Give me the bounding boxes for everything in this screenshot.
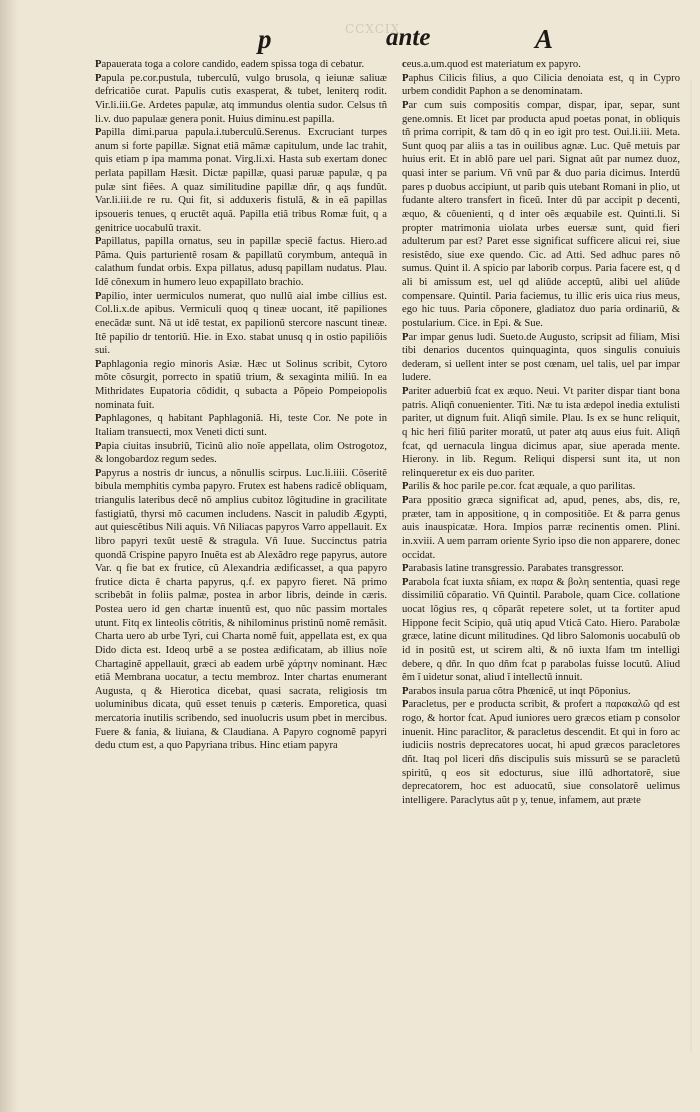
entry-paragraph: Papilla dimi.parua papula.i.tuberculũ.Serenus. Excruciant turpes anum si forte papillæ. Signat etiã mãmæ capitulum, unde lac trahit, quis etiam p ipa mamma ponat. Virg.li.xi. Hasta sub exertam donec perlata papillam Hæsit. Dictæ papillæ, quasi paruæ papulæ, q pa pulæ sint fiẽes. A quaz similitudine papillæ dñr, q aqs fundũt. Var.li.iii.de re ru. Qui fit, si adduxeris fistulã, & in eã papillas ipsoueris tenues, q eructẽt aquã. Papilla etiã tribus Romæ fuit, q a genitrice uocabulũ traxit. xyxy=(95,127,387,234)
page-gutter-shadow xyxy=(0,0,18,1112)
entry-paragraph: Papilio, inter uermiculos numerat, quo nullũ aial imbe cillius est. Col.li.x.de apibus. Vermiculi quoq q tineæ uocant, itẽ papiliones enecãdæ sunt. Nã ut idẽ testat, ex papilionũ stercore nascunt tineæ. Itẽ papilio dr tentoriũ. Hie. in Exo. stabat unusq q in ostio papiliõis sui. xyxy=(95,290,387,357)
entry-paragraph: Papula pe.cor.pustula, tuberculũ, vulgo brusola, q ieiunæ saliuæ defricatiõe curat. Papulis cutis exasperat, & tubet, leniterq rodit. Vir.li.iii.Ge. Ardetes papulæ, atq immundus olentia sudor. Celsus tñ li.v. duo papulaæ genera ponit. Huius diminu.est papilla. xyxy=(95,72,387,125)
running-header xyxy=(0,20,700,60)
entry-paragraph: Para ppositio græca significat ad, apud, penes, abs, dis, re, præter, tam in appositione, q in compositiõe. Et & parra genus auis inauspicatæ. Hora. Impios parræ recinentis omen. Plini. in.xviii. A uem parram oriente Syrio ipso die non apparere, donec occidat. xyxy=(402,495,680,561)
left-column xyxy=(95,58,387,753)
entry-paragraph: Papillatus, papilla ornatus, seu in papillæ speciẽ factus. Hiero.ad Pãma. Quis parturientẽ rosam & papillatũ corymbum, antequã in calathum fundat orbis. Expa pillatus, adusq papillam nudatus. Plau. Idẽ cõnexum in humero leuo expapillato brachio. xyxy=(95,236,387,288)
entry-paragraph: Pariter aduerbiũ fcat ex æquo. Neui. Vt pariter dispar tiant bona patris. Aliqñ conuenienter. Titi. Næ tu ista ædepol inedia extulisti pariter, ut dignum fuit. Aliqñ simile. Plau. Is ex se hunc reliquit, q hic heri filiũ pariter moratũ, ut pater atq auus eius fuit. Aliqñ fcat, qd uernacula lingua dicimus apar, siue aperada mente. Hierony. in lib. Regum. Reliqui dispersi sunt ita, ut non relinqueretur ex eis duo pariter. xyxy=(402,386,680,479)
header-word-left: p xyxy=(258,24,272,54)
entry-paragraph: Papauerata toga a colore candido, eadem spissa toga di cebatur. xyxy=(95,59,365,70)
entry-paragraph: Papia ciuitas insubriũ, Ticinũ alio noĩe appellata, olim Ostrogotoz, & longobardoz regum sedes. xyxy=(95,440,387,466)
header-word-right: A xyxy=(535,24,554,54)
right-column xyxy=(402,58,680,807)
entry-paragraph: Parabola fcat iuxta sñiam, ex παρα & βολη sententia, quasi rege dissimiliũ cõparatio. Vñ Quintil. Parabole, quam Cice. collatione uocat lõgius res, q cõparãt repetere solet, ut ta fortiter apud Hippone fecit Scipio, quã utiq apud Vticã Cato. Hiero. Parabolæ græce, latine dicunt militudines. Qd libro Salomonis uocabulũ ob id in positũ est, ut scirem alti, & nõ iuxta lfam tm intelligi debere, q dñr. In quo dñm fcat p parabolas fuisse locutũ. Aliud ẽm ĩ uidetur sonat, aliud ĩ intellectũ innuit. xyxy=(402,576,680,684)
entry-paragraph: Par cum suis compositis compar, dispar, ipar, separ, sunt gene.omnis. Et licet par producta apud poetas ponat, in obliquis tñ prima corripit, & tam dõ q in eo igit pro test. Oui.li.iii. Meta. Sunt quoq par aliis a tas in ouilibus agnæ. Luc. Quẽ metuis par huius erit. Et in ablõ pare uel pari. Signat aũt par numez duoz, quasi inter se parium. Vñ vnũ par & duo paria dicimus. Interdũ pares p duobus accipiunt, ut parib quis utebant Romani in plio, ut fudante altero transfert in ficeũ. Inter dũ par accipit p decenti, æquo, & cõuenienti, q d inter oẽs æquabile est. Quinti.li. Si propter matrimonia uiolata urbes euersæ sunt, quid fieri adulterum par est? Paret esse significat sufficere alicui rei, siue resistẽdo, siue exe quendo. Cic. ad Atti. Sed adhuc pares nõ sumus. Quint il. A spicio par laborib corpus. Paria facere est, q d ali bi amissum est, uel qd aliũde acceptũ, alibi uel aliũde compensare. Quintil. Paria faciemus, tu illic eris uica rius meus, ego hic tuus. Paria cõponere, gladiatoz duo paria ordinariũ, & postularium. Cice. in Epi. & Sue. xyxy=(402,99,680,329)
entry-paragraph: Paracletus, per e producta scribit, & profert a παρακαλῶ qd est rogo, & hortor fcat. Apud iuniores uero græcos etiam p consolor inuenit. Hinc paraclitor, & paracletus descendit. Et qui in foro ac iudiciis nostris deprecatores uocat, hi apud græcos paracletores dñt. Itaq pol liceri dñs discipulis suis missurũ se se paracletũ spiritũ, q eos sit edocturus, siue illũ adhortatorẽ, siue deprecatorem, hoc est aduocatũ, siue consolatorẽ uelimus intelligere. Paraclytus aũt p y, tenue, infamem, aut præte xyxy=(402,699,680,806)
entry-paragraph: ceus.a.um.quod est materiatum ex papyro. xyxy=(402,59,581,70)
entry-paragraph: Paphlagones, q habitant Paphlagoniã. Hi, teste Cor. Ne pote in Italiam transuecti, mox Veneti dicti sunt. xyxy=(95,413,387,438)
header-word-center: ante xyxy=(386,24,431,51)
entry-paragraph: Papyrus a nostris dr iuncus, a nõnullis scirpus. Luc.li.iiii. Cõseritẽ bibula memphitis cymba papyro. Frutex est habens radicẽ obliquam, triangulis lateribus decẽ nõ amplius cubitoz lõgitudine in gracilitate fastigiatũ, thyrsi mõ cacumen includens. Nascit in paludib Ægypti, aut quiescẽtibus Nili aquis. Vñ Niliacas papyros Varro appellauit. Ex libro papyri texũt uestẽ & stragula. Vñ Iuue. Succinctus patria quondã Crispine papyro Inuẽta est ab Alexãdro rege papyrus, autore Var. q fie bat ex frutice, cũ Alexandria ædificasset, a qua papyro frutice dicta ẽ charta papyrus, q.f. ex papyro fieret. Nã primo scribebãt in foliis palmæ, postea in arbor libris, deinde in cæris. Postea uero id gen chartæ inuentũ est, quo nũc passim mortales utunt. Fitq ex linteolis cõtritis, & nihilominus pristinũ nomẽ remãsit. Charta uero ab urbe Tyri, cui Charta nomẽ fuit, appellata est, ex qua Dido dicta est. Ideoq urbẽ a se postea ædificatam, ab illius noĩe Chartaginẽ appellauit, græci ab eadem urbẽ χάρτην nominant. Hæc etiã Membrana uocatur, a tectu membroz. Inter chartas enumerant Augusta, q & Hierotica dicebat, quasi sacrata, religiosis tm uoluminibus dicata, quũ esset tenuis p cæteris. Emporetica, quasi mercatoria inutilis scribendo, sed inuolucris usum pbet in mercibus. Fuere & fania, & liuiana, & Claudiana. A Papyro cognomẽ papyri dedu ctum est, a quo Papyriana tribus. Hinc etiam papyra xyxy=(95,467,387,752)
entry-paragraph: Paphus Cilicis filius, a quo Cilicia denoiata est, q in Cypro urbem condidit Paphon a se denominatam. xyxy=(402,72,680,98)
entry-paragraph: Par impar genus ludi. Sueto.de Augusto, scripsit ad filiam, Misi tibi denarios ducentos quinquaginta, quos singulis conuiuis dederam, si uellent inter se post cœnam, uel talis, uel par impar ludere. xyxy=(402,331,680,384)
entry-paragraph: Parabasis latine transgressio. Parabates transgressor. xyxy=(402,563,624,575)
folio-number: CCXCIX xyxy=(345,22,401,36)
entry-paragraph: Paphlagonia regio minoris Asiæ. Hæc ut Solinus scribit, Cytoro mõte cõsurgit, porrecto in spatiũ trium, & sexaginta miliũ. In ea Mithridates Eupatoria cõdidit, q subacta a Põpeio Pompeiopolis nominata fuit. xyxy=(95,358,387,411)
entry-paragraph: Parilis & hoc parile pe.cor. fcat æquale, a quo parilitas. xyxy=(402,481,636,493)
page-edge xyxy=(690,80,692,1052)
entry-paragraph: Parabos insula parua cõtra Phœnicẽ, ut inqt Põponius. xyxy=(402,685,631,697)
